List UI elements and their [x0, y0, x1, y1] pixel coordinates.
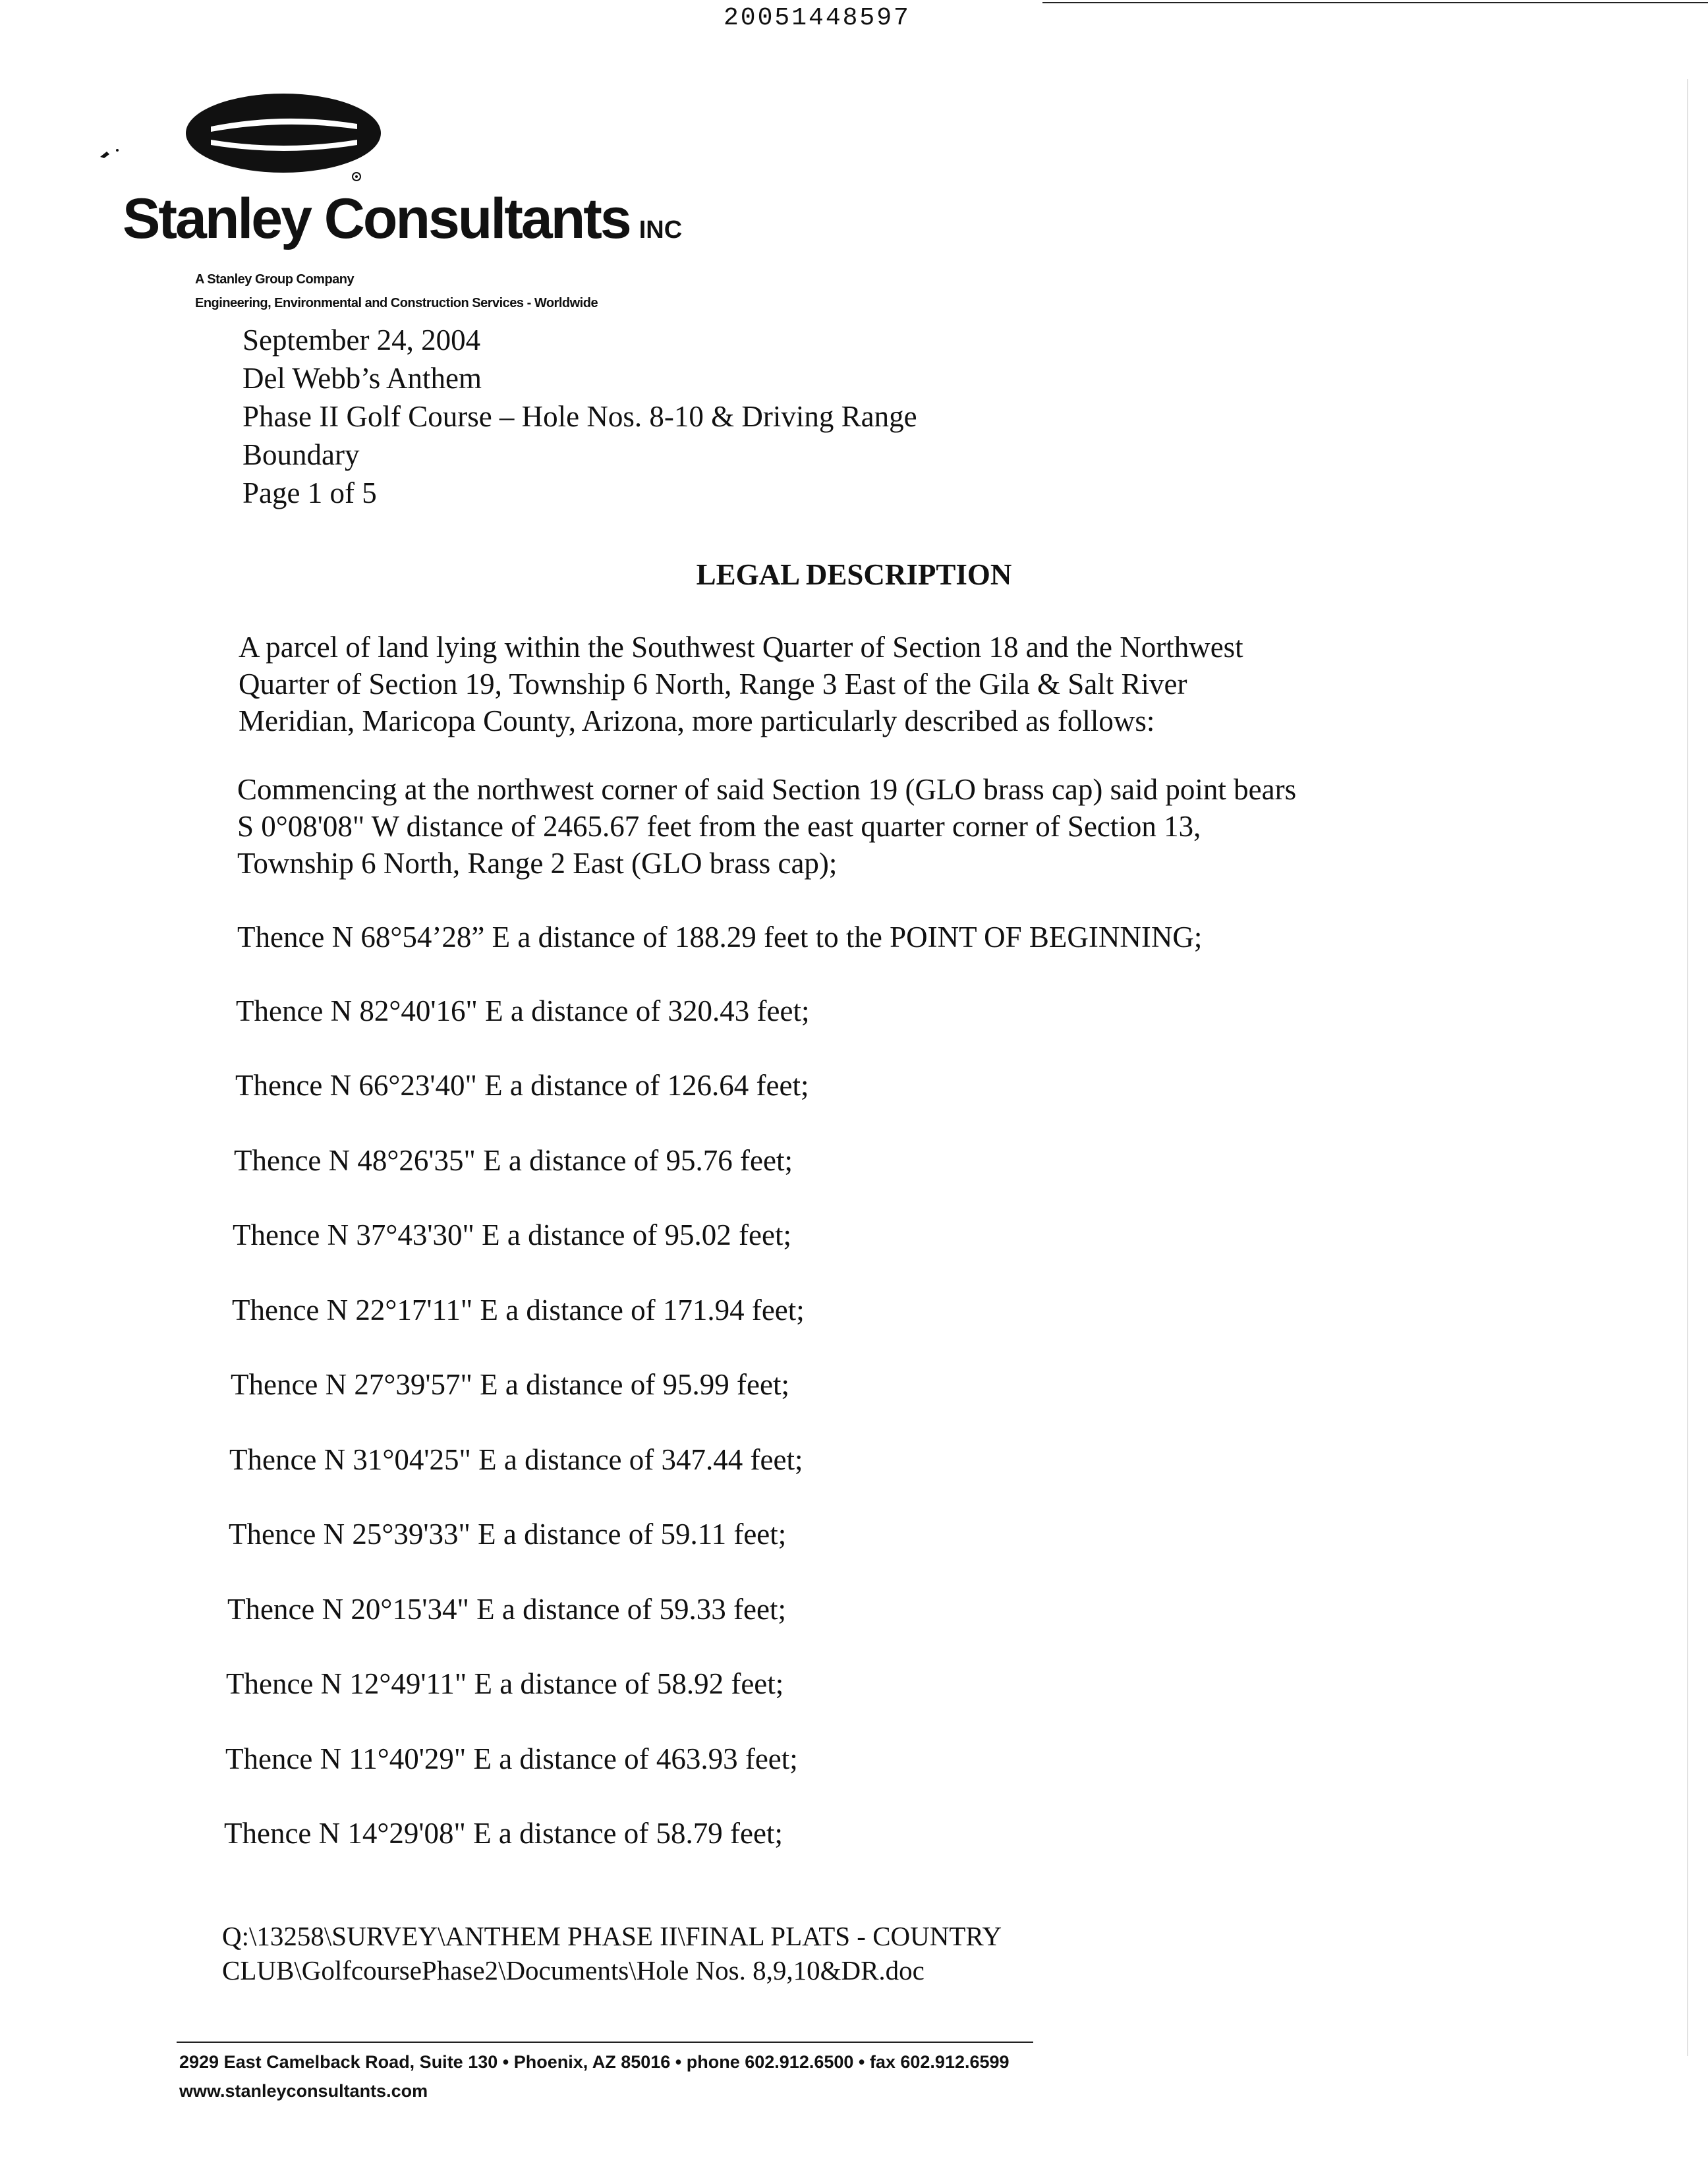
- course-line: Thence N 12°49'11" E a distance of 58.92 feet;: [226, 1667, 784, 1700]
- project-name: Del Webb’s Anthem: [242, 362, 482, 395]
- course-line: Thence N 11°40'29" E a distance of 463.93 feet;: [225, 1742, 798, 1775]
- course-line: Thence N 25°39'33" E a distance of 59.11 feet;: [229, 1518, 787, 1551]
- intro-line: A parcel of land lying within the Southwest Quarter of Section 18 and the Northwest: [239, 631, 1243, 664]
- file-path-line-1: Q:\13258\SURVEY\ANTHEM PHASE II\FINAL PLATS - COUNTRY: [222, 1921, 1002, 1951]
- document-date: September 24, 2004: [242, 324, 481, 357]
- stanley-logo-icon: [185, 92, 382, 181]
- course-line: Thence N 82°40'16" E a distance of 320.43 feet;: [236, 994, 810, 1027]
- course-line: Thence N 27°39'57" E a distance of 95.99 feet;: [231, 1368, 789, 1401]
- commencing-line: Commencing at the northwest corner of said Section 19 (GLO brass cap) said point bears: [237, 773, 1297, 806]
- intro-line: Meridian, Maricopa County, Arizona, more particularly described as follows:: [239, 704, 1155, 737]
- footer-website: www.stanleyconsultants.com: [179, 2081, 428, 2101]
- course-line: Thence N 14°29'08" E a distance of 58.79 feet;: [224, 1817, 783, 1850]
- page-title: LEGAL DESCRIPTION: [696, 558, 1012, 591]
- commencing-line: Township 6 North, Range 2 East (GLO brass cap);: [237, 847, 838, 880]
- company-suffix: INC: [639, 216, 683, 244]
- document-number: 20051448597: [724, 4, 911, 32]
- company-services-tagline: Engineering, Environmental and Construction Services - Worldwide: [195, 296, 598, 310]
- document-type: Boundary: [242, 438, 360, 471]
- company-tagline: A Stanley Group Company: [195, 272, 355, 287]
- top-scan-rule: [1042, 2, 1708, 3]
- company-name: [123, 186, 682, 252]
- file-path-line-2: CLUB\GolfcoursePhase2\Documents\Hole Nos. 8,9,10&DR.doc: [222, 1955, 925, 1986]
- footer-divider: [177, 2042, 1033, 2043]
- scan-speck-icon: [99, 146, 123, 159]
- course-line: Thence N 37°43'30" E a distance of 95.02 feet;: [233, 1218, 791, 1251]
- intro-line: Quarter of Section 19, Township 6 North, Range 3 East of the Gila & Salt River: [239, 668, 1187, 700]
- document-subject: Phase II Golf Course – Hole Nos. 8-10 & Driving Range: [242, 400, 917, 433]
- commencing-line: S 0°08'08" W distance of 2465.67 feet from the east quarter corner of Section 13,: [237, 810, 1201, 843]
- page-indicator: Page 1 of 5: [242, 476, 377, 509]
- course-line: Thence N 22°17'11" E a distance of 171.94 feet;: [232, 1294, 805, 1327]
- course-line: Thence N 31°04'25" E a distance of 347.44 feet;: [229, 1443, 803, 1476]
- intro-paragraph: [239, 629, 1243, 739]
- course-line: Thence N 20°15'34" E a distance of 59.33 feet;: [227, 1593, 786, 1626]
- scan-edge-mark: [1687, 79, 1688, 2056]
- course-line: Thence N 68°54’28” E a distance of 188.29 feet to the POINT OF BEGINNING;: [237, 921, 1203, 954]
- footer-address: 2929 East Camelback Road, Suite 130 • Phoenix, AZ 85016 • phone 602.912.6500 • fax 602.912.6599: [179, 2052, 1010, 2072]
- commencing-paragraph: [237, 771, 1296, 882]
- company-name-text: Stanley Consultants: [123, 187, 630, 250]
- course-line: Thence N 48°26'35" E a distance of 95.76 feet;: [234, 1144, 793, 1177]
- course-line: Thence N 66°23'40" E a distance of 126.64 feet;: [235, 1069, 809, 1102]
